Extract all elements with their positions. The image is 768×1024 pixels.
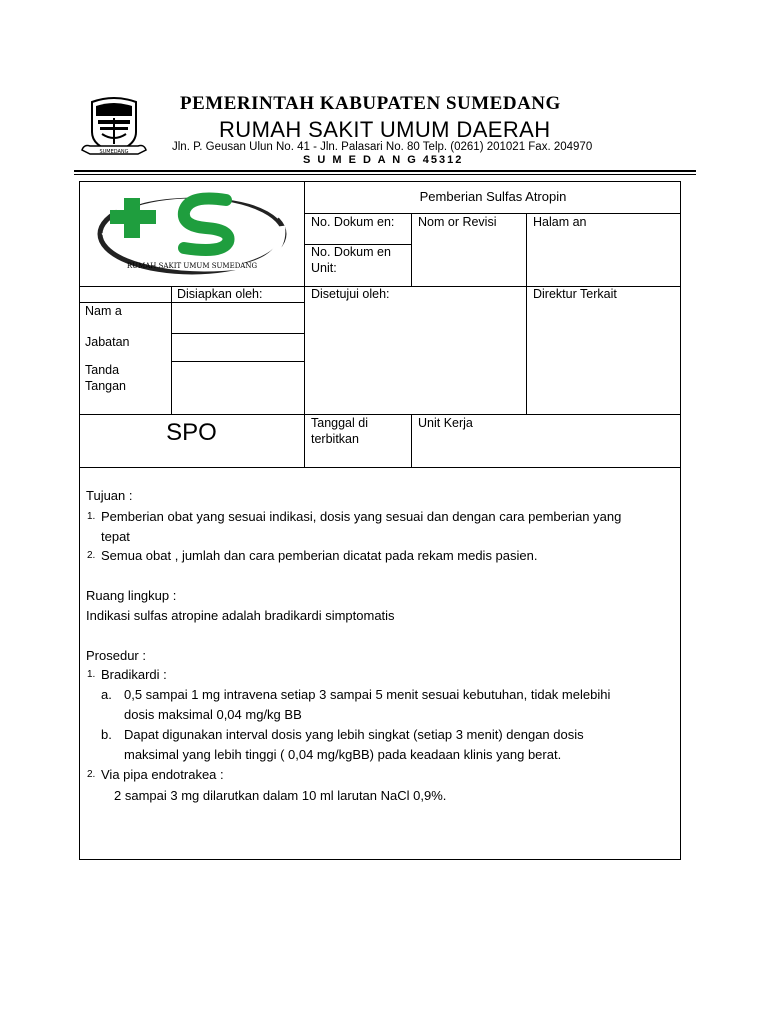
prosedur-a-letter: a.	[101, 687, 112, 702]
hospital-address: Jln. P. Geusan Ulun No. 41 - Jln. Palasari No. 80 Telp. (0261) 201021 Fax. 204970	[172, 141, 593, 153]
prosedur-item-1-text: Bradikardi :	[101, 667, 167, 682]
tujuan-item-2-number: 2.	[87, 550, 96, 561]
tujuan-heading: Tujuan :	[86, 488, 133, 503]
hospital-city: S U M E D A N G 45312	[303, 154, 464, 166]
tujuan-item-2-text: Semua obat , jumlah dan cara pemberian dicatat pada rekam medis pasien.	[101, 548, 538, 563]
prosedur-item-2-text: Via pipa endotrakea :	[101, 767, 224, 782]
sumedang-seal-emblem	[78, 96, 150, 160]
prosedur-a-line2: dosis maksimal 0,04 mg/kg BB	[124, 707, 302, 722]
tujuan-item-1-line2: tepat	[101, 529, 130, 544]
letterhead-rule-thick	[74, 170, 696, 172]
prosedur-item-2-detail: 2 sampai 3 mg dilarutkan dalam 10 ml larutan NaCl 0,9%.	[114, 788, 447, 803]
disiapkan-label: Disiapkan oleh:	[177, 287, 263, 301]
unit-kerja-label: Unit Kerja	[418, 416, 473, 430]
rule-col-revisi	[411, 213, 412, 286]
prosedur-a-line1: 0,5 sampai 1 mg intravena setiap 3 sampai 5 menit sesuai kebutuhan, tidak melebihi	[124, 687, 611, 702]
rule-nama-bottom	[171, 333, 304, 334]
jabatan-label: Jabatan	[85, 335, 130, 349]
tanda-tangan-label: Tanda Tangan	[85, 363, 127, 393]
ruang-lingkup-heading: Ruang lingkup :	[86, 588, 177, 603]
disetujui-label: Disetujui oleh:	[311, 287, 390, 301]
direktur-label: Direktur Terkait	[533, 287, 617, 301]
hospital-logo	[96, 186, 288, 281]
rule-col-prepared	[171, 286, 172, 414]
rule-col-halaman	[526, 213, 527, 414]
letterhead-rule-thin	[74, 174, 696, 175]
rule-col-main	[304, 181, 305, 467]
ruang-lingkup-text: Indikasi sulfas atropine adalah bradikardi simptomatis	[86, 608, 395, 623]
nama-label: Nam a	[85, 304, 122, 318]
halaman-label: Halam an	[533, 215, 587, 229]
nomor-revisi-label: Nom or Revisi	[418, 215, 497, 229]
prosedur-heading: Prosedur :	[86, 648, 146, 663]
rule-spo-bottom	[79, 467, 681, 468]
tujuan-item-1-line1: Pemberian obat yang sesuai indikasi, dosis yang sesuai dan dengan cara pemberian yang	[101, 509, 622, 524]
tujuan-item-1-number: 1.	[87, 511, 96, 522]
prosedur-b-line1: Dapat digunakan interval dosis yang lebih singkat (setiap 3 menit) dengan dosis	[124, 727, 584, 742]
logo-caption: RUMAH SAKIT UMUM SUMEDANG	[126, 262, 258, 270]
rule-jabatan-bottom	[171, 361, 304, 362]
seal-ribbon-text: SUMEDANG	[99, 149, 129, 155]
government-name: PEMERINTAH KABUPATEN SUMEDANG	[180, 93, 561, 114]
hospital-name: RUMAH SAKIT UMUM DAERAH	[219, 117, 551, 142]
rule-col-unit	[411, 414, 412, 467]
spo-label: SPO	[166, 419, 217, 446]
prosedur-b-line2: maksimal yang lebih tinggi ( 0,04 mg/kgBB) pada keadaan klinis yang berat.	[124, 747, 562, 762]
no-dokumen-unit-label: No. Dokum en Unit:	[311, 245, 391, 275]
prosedur-item-2-number: 2.	[87, 769, 96, 780]
form-title: Pemberian Sulfas Atropin	[419, 189, 567, 204]
no-dokumen-label: No. Dokum en:	[311, 215, 395, 229]
prosedur-item-1-number: 1.	[87, 669, 96, 680]
tanggal-terbit-label: Tanggal di terbitkan	[311, 416, 368, 446]
prosedur-b-letter: b.	[101, 727, 112, 742]
